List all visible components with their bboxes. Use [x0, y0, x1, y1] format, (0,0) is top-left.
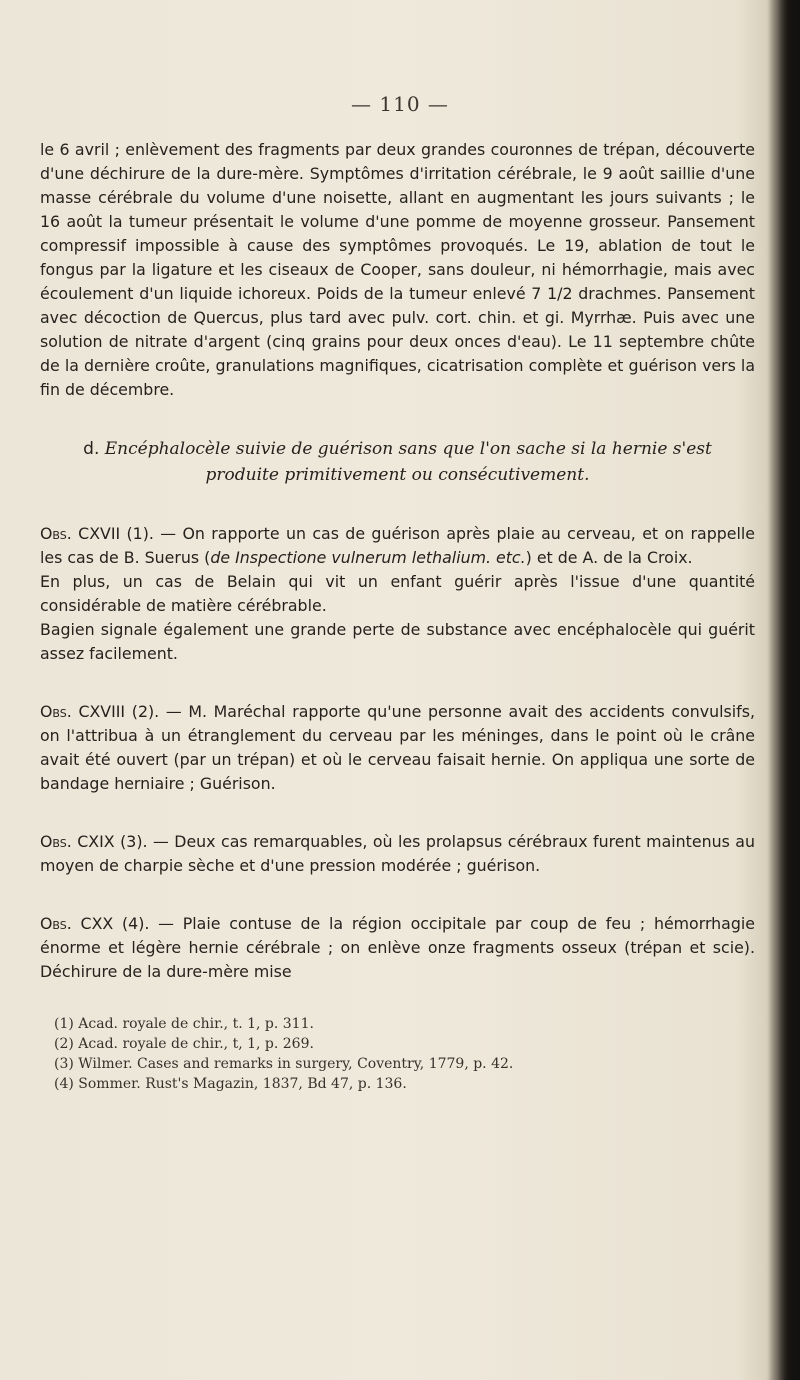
- section-title: Encéphalocèle suivie de guérison sans que l'on sache si la hernie s'est produite primitivement ou consécutivement.: [104, 439, 712, 485]
- observation-label: Obs. CXVIII: [40, 702, 126, 721]
- paragraph-bagien: Bagien signale également une grande perte de substance avec encéphalocèle qui guérit assez facilement.: [40, 620, 755, 663]
- footnote-1: (1) Acad. royale de chir., t. 1, p. 311.: [54, 1016, 314, 1032]
- body-text: [40, 138, 755, 984]
- observation-text: (2). — M. Maréchal rapporte qu'une personne avait des accidents convulsifs, on l'attribua à un étranglement du cerveau par les méninges, dans le point où le crâne avait été ouvert (par un trépan) et où le cerveau faisait hernie. On appliqua une sorte de bandage herniaire ; Guérison.: [40, 702, 755, 793]
- observation-text: (1). — On rapporte un cas de guérison après plaie au cerveau, et on rappelle les cas de B. Suerus (: [40, 524, 755, 567]
- observation-label: Obs. CXVII: [40, 524, 121, 543]
- observation-cxviii: [40, 700, 755, 796]
- section-heading: [40, 436, 755, 488]
- observation-citation-italic: de Inspectione vulnerum lethalium. etc.: [210, 548, 526, 567]
- observation-text-end: ) et de A. de la Croix.: [525, 548, 693, 567]
- page-number: — 110 —: [351, 92, 449, 116]
- footnote-3: (3) Wilmer. Cases and remarks in surgery, Coventry, 1779, p. 42.: [54, 1056, 514, 1072]
- observation-cxix: [40, 830, 755, 878]
- observation-label: Obs. CXX: [40, 914, 114, 933]
- observation-cxx: [40, 912, 755, 984]
- observation-cxvii: [40, 522, 755, 570]
- paragraph-belain: En plus, un cas de Belain qui vit un enfant guérir après l'issue d'une quantité considérable de matière cérébrable.: [40, 572, 755, 615]
- page-edge-shadow: [766, 0, 800, 1380]
- section-letter: d.: [83, 439, 100, 459]
- footnote-2: (2) Acad. royale de chir., t, 1, p. 269.: [54, 1036, 314, 1052]
- footnotes: [54, 1014, 754, 1094]
- observation-text: (4). — Plaie contuse de la région occipitale par coup de feu ; hémorrhagie énorme et légère hernie cérébrale ; on enlève onze fragments osseux (trépan et scie). Déchirure de la dure-mère mise: [40, 914, 755, 981]
- paragraph-continuation: le 6 avril ; enlèvement des fragments par deux grandes couronnes de trépan, découverte d'une déchirure de la dure-mère. Symptômes d'irritation cérébrale, le 9 août saillie d'une masse cérébrale du volume d'une noisette, allant en augmentant les jours suivants ; le 16 août la tumeur présentait le volume d'une pomme de moyenne grosseur. Pansement compressif impossible à cause des symptômes provoqués. Le 19, ablation de tout le fongus par la ligature et les ciseaux de Cooper, sans douleur, ni hémorrhagie, mais avec écoulement d'un liquide ichoreux. Poids de la tumeur enlevé 7 1/2 drachmes. Pansement avec décoction de Quercus, plus tard avec pulv. cort. chin. et gi. Myrrhæ. Puis avec une solution de nitrate d'argent (cinq grains pour deux onces d'eau). Le 11 septembre chûte de la dernière croûte, granulations magnifiques, cicatrisation complète et guérison vers la fin de décembre.: [40, 140, 755, 399]
- observation-text: (3). — Deux cas remarquables, où les prolapsus cérébraux furent maintenus au moyen de charpie sèche et d'une pression modérée ; guérison.: [40, 832, 755, 875]
- observation-label: Obs. CXIX: [40, 832, 115, 851]
- footnote-4: (4) Sommer. Rust's Magazin, 1837, Bd 47, p. 136.: [54, 1076, 407, 1092]
